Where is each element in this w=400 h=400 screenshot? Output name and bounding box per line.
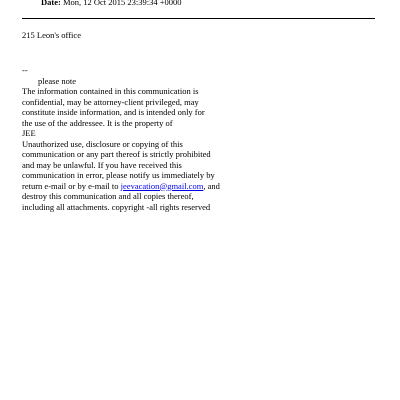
date-value: Mon, 12 Oct 2015 23:39:34 +0000 <box>62 0 182 7</box>
email-header-date <box>41 0 182 8</box>
date-label: Date: <box>41 0 61 7</box>
disclaimer-line: destroy this communication and all copies thereof, <box>22 191 194 201</box>
email-line-suffix: , and <box>203 180 220 191</box>
signature-separator: -- <box>22 65 28 75</box>
disclaimer-line: and may be unlawful. If you have received this <box>22 159 182 170</box>
disclaimer-line: confidential, may be attorney-client privileged, may <box>22 96 199 107</box>
disclaimer-email-line <box>22 181 220 192</box>
email-signature <box>22 65 220 212</box>
disclaimer-line: The information contained in this communication is <box>22 86 199 96</box>
email-line-prefix: return e-mail or by e-mail to <box>22 180 121 191</box>
message-body-line: 215 Leon's office <box>22 30 81 40</box>
disclaimer-line: communication or any part thereof is strictly prohibited <box>22 149 211 159</box>
header-divider <box>22 18 375 19</box>
disclaimer-line: the use of the addressee. It is the property of <box>22 117 173 128</box>
note-heading: please note <box>38 75 76 86</box>
disclaimer-line: Unauthorized use, disclosure or copying of this <box>22 138 183 149</box>
email-link[interactable]: jeevacation@gmail.com <box>120 180 204 191</box>
disclaimer-line: constitute inside information, and is intended only for <box>22 107 205 117</box>
disclaimer-line: JEE <box>22 128 36 138</box>
disclaimer-line: including all attachments. copyright -all rights reserved <box>22 201 211 212</box>
disclaimer-line: communication in error, please notify us immediately by <box>22 170 215 180</box>
